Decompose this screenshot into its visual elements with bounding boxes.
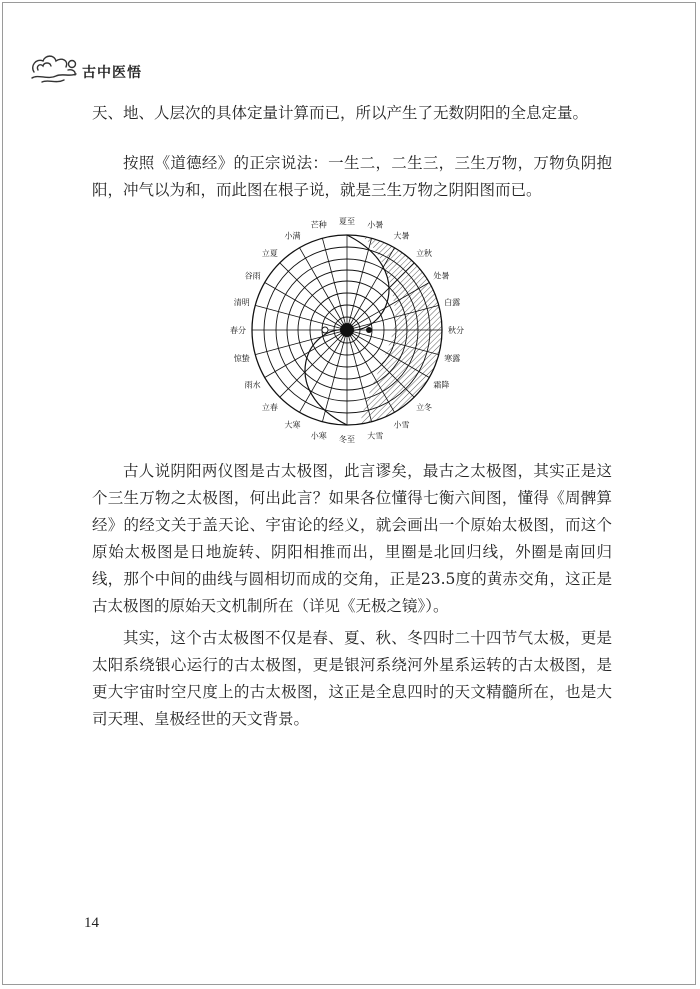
solar-term-label: 白露 [444, 297, 461, 307]
solar-term-label: 小雪 [393, 420, 410, 430]
radial-line [265, 330, 347, 378]
cloud-ornament-icon [28, 50, 80, 86]
solar-term-label: 大寒 [284, 420, 301, 430]
solar-term-label: 谷雨 [244, 271, 261, 281]
page-number: 14 [84, 915, 99, 931]
solar-term-label: 霜降 [433, 380, 450, 390]
paragraph-1: 天、地、人层次的具体定量计算而已，所以产生了无数阴阳的全息定量。 [92, 104, 589, 122]
radial-line [280, 263, 347, 330]
solar-term-label: 立秋 [416, 248, 433, 258]
radial-line [300, 330, 348, 412]
solar-term-label: 立冬 [416, 403, 433, 413]
paragraph-2: 按照《道德经》的正宗说法：一生二，二生三，三生万物，万物负阴抱阳，冲气以为和，而此图在根子说，就是三生万物之阴阳图而已。 [92, 154, 612, 199]
solar-term-label: 夏至 [339, 217, 355, 226]
book-title: 古中医悟 [82, 65, 142, 81]
solar-term-label: 立夏 [261, 248, 278, 258]
solar-term-label: 芒种 [310, 220, 327, 230]
yin-eye [322, 327, 328, 333]
solar-term-label: 寒露 [444, 354, 461, 364]
solar-term-label: 雨水 [244, 380, 261, 390]
running-header [28, 48, 142, 88]
paragraph-3: 古人说阴阳两仪图是古太极图，此言谬矣，最古之太极图，其实正是这个三生万物之太极图，何出此言？如果各位懂得七衡六间图，懂得《周髀算经》的经文关于盖天论、宇宙论的经义，就会画出一个原始太极图，而这个原始太极图是日地旋转、阴阳相推而出，里圈是北回归线，外圈是南回归线，那个中间的曲线与圆相切而成的交角，正是23.5度的黄赤交角，这正是古太极图的原始天文机制所在（详见《无极之镜》）。 [92, 462, 612, 615]
diagram-svg [205, 212, 490, 448]
center-core [340, 323, 354, 337]
solar-term-label: 秋分 [448, 326, 464, 335]
solar-term-label: 春分 [230, 326, 246, 335]
paragraph-4: 其实，这个古太极图不仅是春、夏、秋、冬四时二十四节气太极，更是太阳系绕银心运行的古太极图，更是银河系绕河外星系运转的古太极图，是更大宇宙时空尺度上的古太极图，这正是全息四时的天文精髓所在，也是大司天理、皇极经世的天文背景。 [92, 629, 612, 728]
solar-term-label: 惊蛰 [233, 354, 250, 364]
yang-eye [366, 327, 372, 333]
solar-term-label: 小暑 [367, 220, 384, 230]
solar-term-label: 清明 [233, 297, 250, 307]
radial-line [280, 330, 347, 397]
solar-term-label: 冬至 [339, 435, 355, 444]
solar-term-label: 大雪 [367, 431, 384, 441]
solar-term-label: 小寒 [310, 431, 327, 441]
solar-term-label: 处暑 [433, 271, 450, 281]
radial-line [300, 248, 348, 330]
radial-line [347, 248, 395, 330]
solar-term-label: 立春 [261, 403, 278, 413]
solar-term-label: 大暑 [393, 231, 410, 241]
radial-line [265, 283, 347, 331]
solar-term-label: 小满 [284, 231, 301, 241]
taiji-solar-terms-diagram [205, 212, 490, 448]
